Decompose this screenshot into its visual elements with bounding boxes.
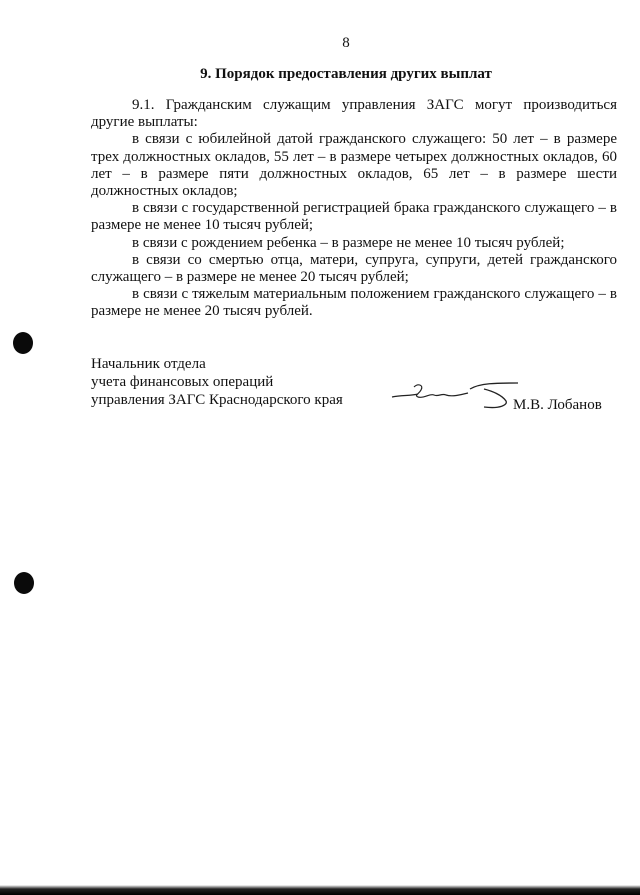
paragraph-death: в связи со смертью отца, матери, супруга, супруги, детей гражданского служащего – в размере не менее 20 тысяч рублей; <box>91 251 617 286</box>
section-body <box>91 97 617 321</box>
paragraph-hardship: в связи с тяжелым материальным положением гражданского служащего – в размере не менее 20 тысяч рублей. <box>91 286 617 320</box>
signature-block <box>91 355 617 413</box>
signer-position-line-1: Начальник отдела <box>91 356 206 372</box>
signer-name: М.В. Лобанов <box>513 397 602 413</box>
scan-bottom-edge <box>0 885 640 895</box>
paragraph-anniversary: в связи с юбилейной датой гражданского служащего: 50 лет – в размере трех должностных окладов, 55 лет – в размере четырех должностных окладов, 60 лет – в размере пяти должностных окладов, 65 лет – в размере шести должностных окладов; <box>91 131 617 200</box>
signer-position-line-3: управления ЗАГС Краснодарского края <box>91 392 343 408</box>
handwritten-signature <box>388 373 528 413</box>
punch-hole-mark <box>14 572 34 594</box>
page-number: 8 <box>342 35 350 51</box>
paragraph-intro: 9.1. Гражданским служащим управления ЗАГС могут производиться другие выплаты: <box>91 97 617 131</box>
punch-hole-mark <box>13 332 33 354</box>
paragraph-marriage: в связи с государственной регистрацией брака гражданского служащего – в размере не менее 10 тысяч рублей; <box>91 200 617 234</box>
signer-position-line-2: учета финансовых операций <box>91 374 274 390</box>
paragraph-birth: в связи с рождением ребенка – в размере не менее 10 тысяч рублей; <box>132 234 565 251</box>
section-heading: 9. Порядок предоставления других выплат <box>200 66 492 82</box>
